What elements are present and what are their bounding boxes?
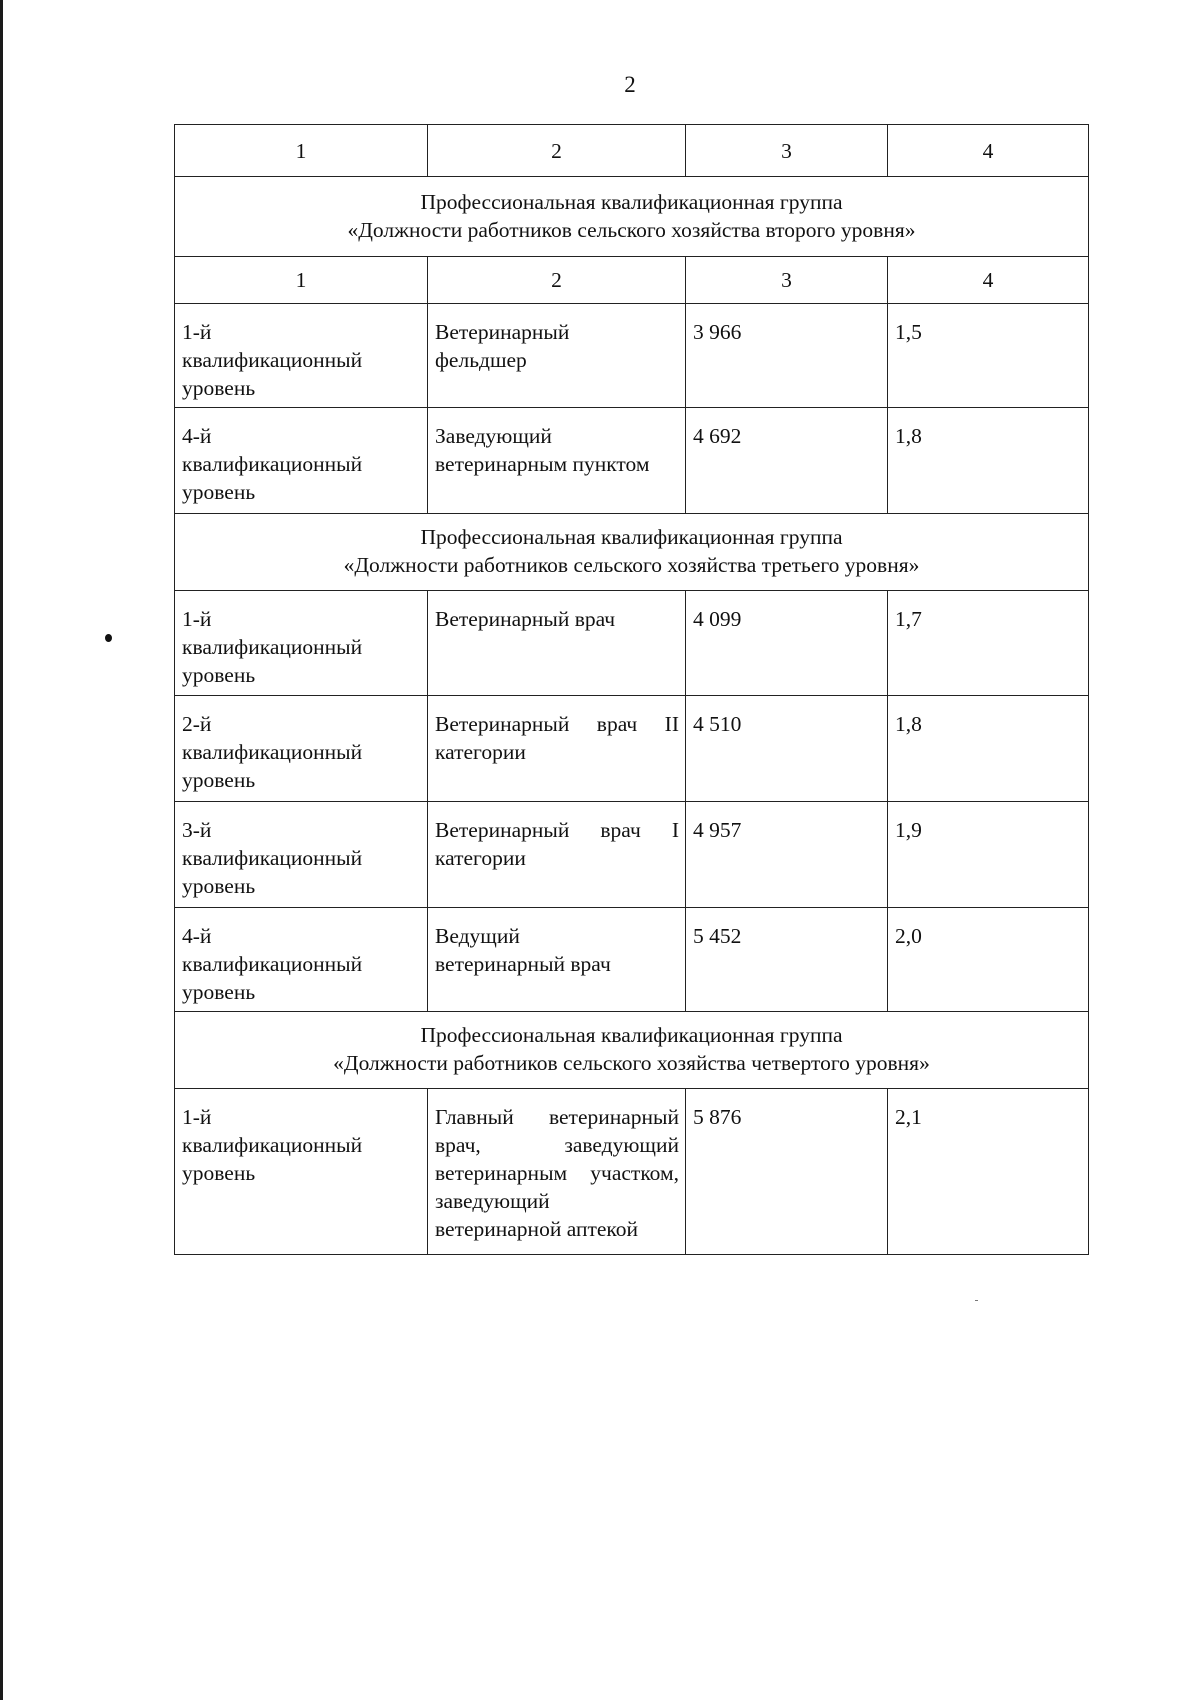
level-cell [175,304,428,408]
table-row [175,908,1089,1012]
column-number: 1 [175,125,428,177]
coefficient-cell: 1,7 [888,591,1089,696]
salary-cell: 4 692 [686,408,888,514]
level-line: квалификационный [182,348,363,372]
level-line: 1-й [182,1105,212,1129]
salary-cell: 5 452 [686,908,888,1012]
group-header-row [175,1012,1089,1089]
column-number: 2 [428,257,686,304]
level-line: уровень [182,980,256,1004]
position-line: Главный ветеринарный врач, заведующий ветеринарным участком, заведующий ветеринарной аптекой [435,1105,679,1241]
salary-cell: 3 966 [686,304,888,408]
position-line: Ветеринарный врач [435,607,616,631]
group-title-line: «Должности работников сельского хозяйства третьего уровня» [343,553,920,577]
column-number: 3 [686,125,888,177]
group-title-line: Профессиональная квалификационная группа [420,525,843,549]
position-cell [428,304,686,408]
level-cell [175,908,428,1012]
position-cell [428,408,686,514]
coefficient-cell: 1,5 [888,304,1089,408]
table-row [175,304,1089,408]
group-title [175,514,1089,591]
level-line: 1-й [182,607,212,631]
coefficient-cell: 1,9 [888,802,1089,908]
position-line: Заведующий [435,424,552,448]
group-header-row [175,177,1089,257]
level-line: квалификационный [182,1133,363,1157]
level-line: уровень [182,663,256,687]
level-line: 2-й [182,712,212,736]
position-line: Ведущий [435,924,520,948]
column-number-row [175,125,1089,177]
level-cell [175,591,428,696]
table-row [175,696,1089,802]
coefficient-cell: 2,0 [888,908,1089,1012]
scan-artifact-dot [105,634,112,642]
position-cell [428,802,686,908]
table-row [175,408,1089,514]
level-line: 4-й [182,424,212,448]
column-number-row [175,257,1089,304]
table-row [175,802,1089,908]
qualification-table [174,124,1089,1255]
column-number: 4 [888,125,1089,177]
page-number: 2 [624,72,636,97]
position-line: Ветеринарный врач I категории [435,818,679,870]
scan-edge [0,0,3,1700]
position-line: ветеринарный врач [435,952,611,976]
column-number: 2 [428,125,686,177]
level-line: квалификационный [182,952,363,976]
group-title-line: «Должности работников сельского хозяйства второго уровня» [347,217,916,242]
position-line: ветеринарным пунктом [435,452,650,476]
position-line: фельдшер [435,348,527,372]
level-cell [175,1089,428,1255]
position-cell [428,1089,686,1255]
salary-cell: 4 510 [686,696,888,802]
position-cell [428,908,686,1012]
level-line: уровень [182,376,256,400]
group-title-line: Профессиональная квалификационная группа [420,1023,843,1047]
level-cell [175,696,428,802]
level-line: уровень [182,768,256,792]
coefficient-cell: 2,1 [888,1089,1089,1255]
level-line: уровень [182,874,256,898]
level-line: квалификационный [182,452,363,476]
scan-artifact-mark [975,1300,978,1301]
level-line: уровень [182,480,256,504]
group-title-line: Профессиональная квалификационная группа [420,189,843,214]
group-header-row [175,514,1089,591]
level-line: квалификационный [182,635,363,659]
column-number: 4 [888,257,1089,304]
position-cell [428,591,686,696]
level-cell [175,408,428,514]
table-row [175,591,1089,696]
group-title [175,1012,1089,1089]
level-line: 1-й [182,320,212,344]
salary-cell: 5 876 [686,1089,888,1255]
level-line: уровень [182,1161,256,1185]
column-number: 1 [175,257,428,304]
position-line: Ветеринарный врач II категории [435,712,679,764]
coefficient-cell: 1,8 [888,408,1089,514]
salary-cell: 4 957 [686,802,888,908]
position-cell [428,696,686,802]
group-title [175,177,1089,257]
level-line: квалификационный [182,846,363,870]
level-line: 4-й [182,924,212,948]
level-line: квалификационный [182,740,363,764]
position-line: Ветеринарный [435,320,570,344]
column-number: 3 [686,257,888,304]
level-cell [175,802,428,908]
table-row [175,1089,1089,1255]
level-line: 3-й [182,818,212,842]
coefficient-cell: 1,8 [888,696,1089,802]
group-title-line: «Должности работников сельского хозяйства четвертого уровня» [333,1051,930,1075]
salary-cell: 4 099 [686,591,888,696]
